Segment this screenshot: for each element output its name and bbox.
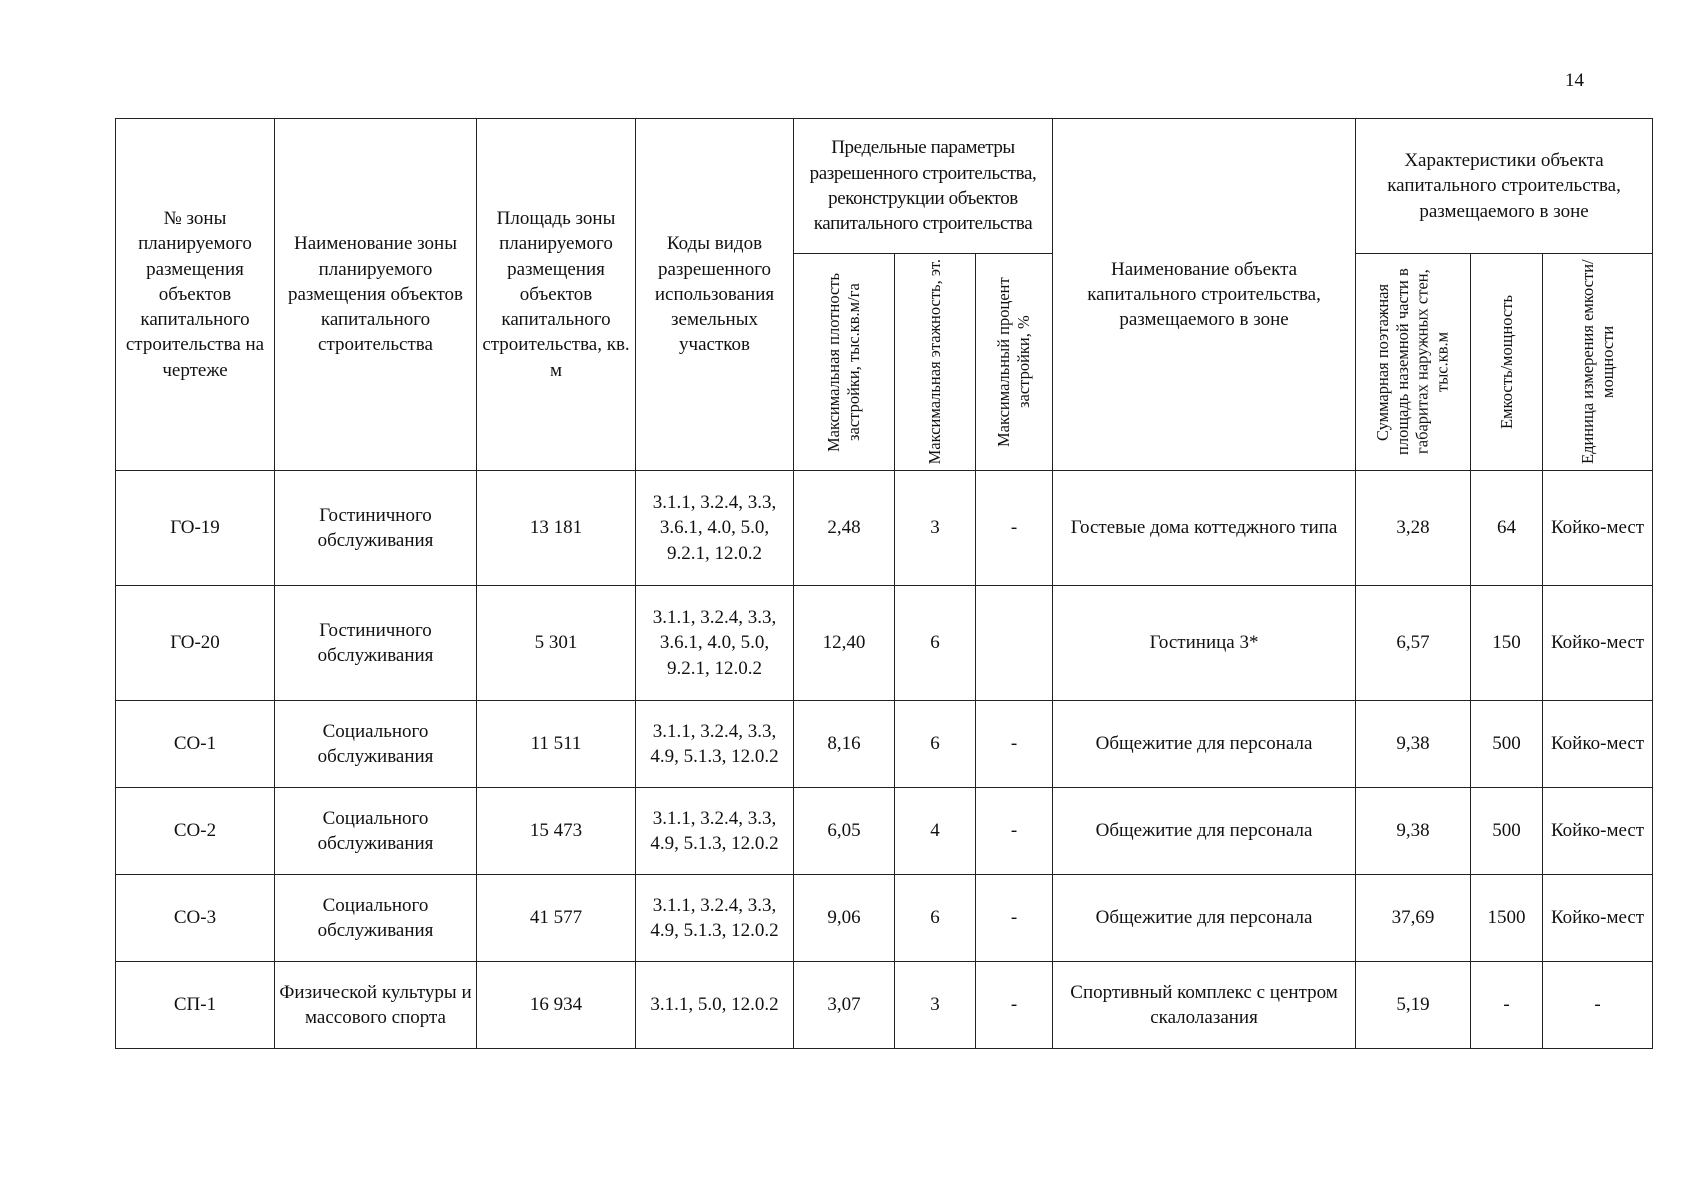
cell-max-floors: 6 xyxy=(895,875,976,962)
cell-max-percent: - xyxy=(976,701,1053,788)
cell-codes: 3.1.1, 3.2.4, 3.3, 4.9, 5.1.3, 12.0.2 xyxy=(636,875,794,962)
cell-codes: 3.1.1, 3.2.4, 3.3, 4.9, 5.1.3, 12.0.2 xyxy=(636,788,794,875)
cell-zone-no: СО-1 xyxy=(116,701,275,788)
cell-object-name: Общежитие для персонала xyxy=(1053,701,1356,788)
cell-codes: 3.1.1, 3.2.4, 3.3, 4.9, 5.1.3, 12.0.2 xyxy=(636,701,794,788)
header-unit: Единица измерения емкости/мощности xyxy=(1543,254,1653,471)
cell-max-percent xyxy=(976,586,1053,701)
cell-zone-name: Гостиничного обслуживания xyxy=(275,471,477,586)
cell-object-name: Гостевые дома коттеджного типа xyxy=(1053,471,1356,586)
header-codes: Коды видов разрешенного использования земельных участков xyxy=(636,119,794,471)
cell-max-density: 12,40 xyxy=(794,586,895,701)
cell-max-floors: 3 xyxy=(895,471,976,586)
cell-unit: Койко-мест xyxy=(1543,788,1653,875)
cell-max-percent: - xyxy=(976,471,1053,586)
cell-max-density: 8,16 xyxy=(794,701,895,788)
cell-total-area: 37,69 xyxy=(1356,875,1471,962)
cell-total-area: 9,38 xyxy=(1356,788,1471,875)
table-row xyxy=(116,875,1653,962)
cell-capacity: 150 xyxy=(1471,586,1543,701)
cell-area: 16 934 xyxy=(477,962,636,1049)
cell-unit: Койко-мест xyxy=(1543,471,1653,586)
cell-max-floors: 6 xyxy=(895,586,976,701)
cell-area: 41 577 xyxy=(477,875,636,962)
cell-unit: - xyxy=(1543,962,1653,1049)
cell-capacity: 500 xyxy=(1471,788,1543,875)
cell-unit: Койко-мест xyxy=(1543,875,1653,962)
header-characteristics-group: Характеристики объекта капитального строительства, размещаемого в зоне xyxy=(1356,119,1653,254)
cell-max-percent: - xyxy=(976,962,1053,1049)
cell-codes: 3.1.1, 3.2.4, 3.3, 3.6.1, 4.0, 5.0, 9.2.1, 12.0.2 xyxy=(636,471,794,586)
cell-max-percent: - xyxy=(976,788,1053,875)
cell-max-floors: 3 xyxy=(895,962,976,1049)
table-row xyxy=(116,788,1653,875)
table-row xyxy=(116,701,1653,788)
cell-zone-no: ГО-20 xyxy=(116,586,275,701)
cell-total-area: 9,38 xyxy=(1356,701,1471,788)
cell-unit: Койко-мест xyxy=(1543,586,1653,701)
cell-max-density: 3,07 xyxy=(794,962,895,1049)
header-max-percent: Максимальный процент застройки, % xyxy=(976,254,1053,471)
table-row xyxy=(116,471,1653,586)
zones-table xyxy=(115,118,1653,1049)
cell-area: 13 181 xyxy=(477,471,636,586)
header-zone-no: № зоны планируемого размещения объектов капитального строительства на чертеже xyxy=(116,119,275,471)
cell-zone-no: СО-3 xyxy=(116,875,275,962)
cell-max-density: 9,06 xyxy=(794,875,895,962)
cell-capacity: 500 xyxy=(1471,701,1543,788)
header-max-density: Максимальная плотность застройки, тыс.кв.м/га xyxy=(794,254,895,471)
cell-object-name: Спортивный комплекс с центром скалолазания xyxy=(1053,962,1356,1049)
cell-area: 11 511 xyxy=(477,701,636,788)
cell-max-floors: 4 xyxy=(895,788,976,875)
cell-object-name: Гостиница 3* xyxy=(1053,586,1356,701)
header-zone-name: Наименование зоны планируемого размещения объектов капитального строительства xyxy=(275,119,477,471)
cell-zone-name: Социального обслуживания xyxy=(275,701,477,788)
cell-codes: 3.1.1, 3.2.4, 3.3, 3.6.1, 4.0, 5.0, 9.2.1, 12.0.2 xyxy=(636,586,794,701)
header-area: Площадь зоны планируемого размещения объектов капитального строительства, кв. м xyxy=(477,119,636,471)
cell-capacity: - xyxy=(1471,962,1543,1049)
cell-object-name: Общежитие для персонала xyxy=(1053,875,1356,962)
cell-zone-name: Гостиничного обслуживания xyxy=(275,586,477,701)
header-object-name: Наименование объекта капитального строительства, размещаемого в зоне xyxy=(1053,119,1356,471)
cell-zone-name: Социального обслуживания xyxy=(275,788,477,875)
cell-area: 5 301 xyxy=(477,586,636,701)
table-row xyxy=(116,962,1653,1049)
cell-max-percent: - xyxy=(976,875,1053,962)
cell-zone-no: СО-2 xyxy=(116,788,275,875)
cell-zone-no: СП-1 xyxy=(116,962,275,1049)
cell-total-area: 3,28 xyxy=(1356,471,1471,586)
cell-zone-name: Физической культуры и массового спорта xyxy=(275,962,477,1049)
cell-zone-no: ГО-19 xyxy=(116,471,275,586)
header-total-area: Суммарная поэтажная площадь наземной части в габаритах наружных стен, тыс.кв.м xyxy=(1356,254,1471,471)
cell-codes: 3.1.1, 5.0, 12.0.2 xyxy=(636,962,794,1049)
cell-total-area: 5,19 xyxy=(1356,962,1471,1049)
cell-capacity: 64 xyxy=(1471,471,1543,586)
cell-object-name: Общежитие для персонала xyxy=(1053,788,1356,875)
table-row xyxy=(116,586,1653,701)
cell-max-floors: 6 xyxy=(895,701,976,788)
cell-area: 15 473 xyxy=(477,788,636,875)
cell-total-area: 6,57 xyxy=(1356,586,1471,701)
header-max-floors: Максимальная этажность, эт. xyxy=(895,254,976,471)
header-capacity: Емкость/мощность xyxy=(1471,254,1543,471)
header-limits-group: Предельные параметры разрешенного строительства, реконструкции объектов капитального строительства xyxy=(794,119,1053,254)
cell-capacity: 1500 xyxy=(1471,875,1543,962)
cell-zone-name: Социального обслуживания xyxy=(275,875,477,962)
page-number: 14 xyxy=(1565,70,1584,91)
cell-unit: Койко-мест xyxy=(1543,701,1653,788)
cell-max-density: 2,48 xyxy=(794,471,895,586)
cell-max-density: 6,05 xyxy=(794,788,895,875)
